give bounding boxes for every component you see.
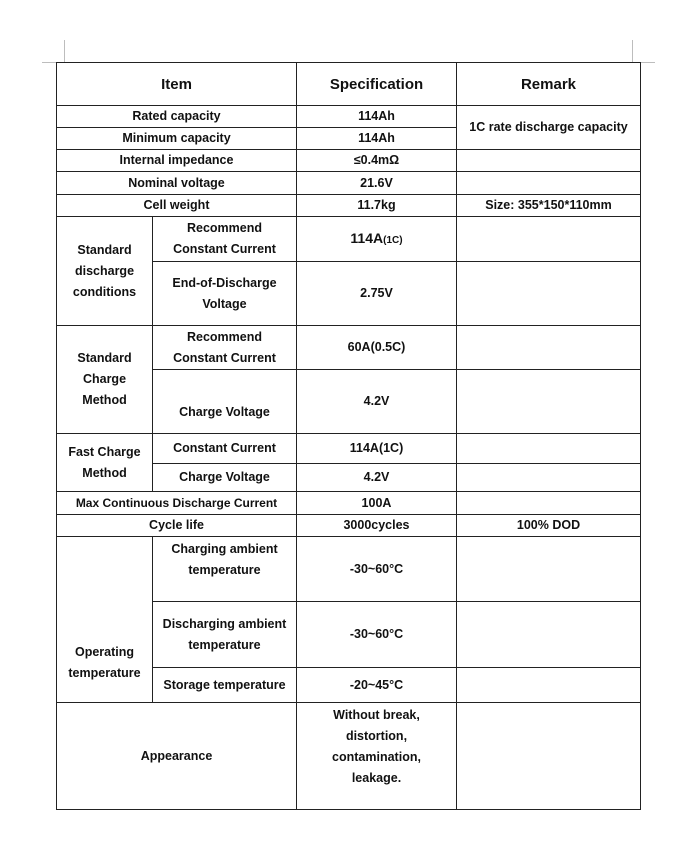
fast-charge-voltage-label: Charge Voltage (153, 464, 297, 492)
internal-impedance-remark (457, 150, 641, 172)
cell-weight-remark: Size: 355*150*110mm (457, 195, 641, 217)
storage-temp-remark (457, 668, 641, 703)
fast-charge-current-label: Constant Current (153, 434, 297, 464)
cycle-life-spec: 3000cycles (297, 515, 457, 537)
charging-temp-spec: -30~60°C (297, 537, 457, 602)
table-row (57, 537, 641, 602)
rated-capacity-spec: 114Ah (297, 106, 457, 128)
cell-weight-label: Cell weight (57, 195, 297, 217)
specification-table (56, 62, 641, 810)
standard-charge-group: Standard Charge Method (57, 326, 153, 434)
rated-capacity-label: Rated capacity (57, 106, 297, 128)
standard-discharge-voltage-remark (457, 262, 641, 326)
header-remark: Remark (457, 63, 641, 106)
standard-discharge-current-remark (457, 217, 641, 262)
charging-temp-label: Charging ambient temperature (153, 537, 297, 602)
discharging-temp-remark (457, 602, 641, 668)
crop-mark-right-vertical (632, 40, 633, 62)
fast-charge-group: Fast Charge Method (57, 434, 153, 492)
table-row (57, 195, 641, 217)
minimum-capacity-label: Minimum capacity (57, 128, 297, 150)
standard-discharge-voltage-spec: 2.75V (297, 262, 457, 326)
standard-charge-current-remark (457, 326, 641, 370)
standard-discharge-group: Standard discharge conditions (57, 217, 153, 326)
standard-discharge-current-spec (297, 217, 457, 262)
nominal-voltage-remark (457, 172, 641, 195)
discharging-temp-spec: -30~60°C (297, 602, 457, 668)
nominal-voltage-label: Nominal voltage (57, 172, 297, 195)
fast-charge-voltage-remark (457, 464, 641, 492)
standard-charge-voltage-spec: 4.2V (297, 370, 457, 434)
appearance-label: Appearance (57, 703, 297, 810)
table-row (57, 106, 641, 128)
standard-charge-current-spec: 60A(0.5C) (297, 326, 457, 370)
appearance-remark (457, 703, 641, 810)
table-row (57, 326, 641, 370)
crop-mark-left-vertical (64, 40, 65, 62)
fast-charge-current-remark (457, 434, 641, 464)
standard-discharge-current-rate: (1C) (383, 234, 403, 246)
discharging-temp-label: Discharging ambient temperature (153, 602, 297, 668)
standard-charge-current-label: Recommend Constant Current (153, 326, 297, 370)
max-discharge-spec: 100A (297, 492, 457, 515)
fast-charge-voltage-spec: 4.2V (297, 464, 457, 492)
appearance-spec: Without break, distortion, contamination, leakage. (297, 703, 457, 810)
capacity-remark: 1C rate discharge capacity (457, 106, 641, 150)
header-item: Item (57, 63, 297, 106)
standard-charge-voltage-label: Charge Voltage (153, 370, 297, 434)
standard-discharge-current-label: Recommend Constant Current (153, 217, 297, 262)
storage-temp-spec: -20~45°C (297, 668, 457, 703)
max-discharge-remark (457, 492, 641, 515)
table-header-row (57, 63, 641, 106)
table-row (57, 172, 641, 195)
internal-impedance-label: Internal impedance (57, 150, 297, 172)
table-row (57, 703, 641, 810)
fast-charge-current-spec: 114A(1C) (297, 434, 457, 464)
operating-temperature-group: Operating temperature (57, 537, 153, 703)
standard-discharge-current-main: 114A (350, 229, 384, 246)
standard-charge-voltage-remark (457, 370, 641, 434)
max-discharge-label: Max Continuous Discharge Current (57, 492, 297, 515)
cycle-life-label: Cycle life (57, 515, 297, 537)
table-row (57, 150, 641, 172)
table-row (57, 492, 641, 515)
cycle-life-remark: 100% DOD (457, 515, 641, 537)
minimum-capacity-spec: 114Ah (297, 128, 457, 150)
table-row (57, 515, 641, 537)
header-specification: Specification (297, 63, 457, 106)
nominal-voltage-spec: 21.6V (297, 172, 457, 195)
table-row (57, 434, 641, 464)
table-row (57, 217, 641, 262)
storage-temp-label: Storage temperature (153, 668, 297, 703)
standard-discharge-voltage-label: End-of-Discharge Voltage (153, 262, 297, 326)
cell-weight-spec: 11.7kg (297, 195, 457, 217)
internal-impedance-spec: ≤0.4mΩ (297, 150, 457, 172)
charging-temp-remark (457, 537, 641, 602)
